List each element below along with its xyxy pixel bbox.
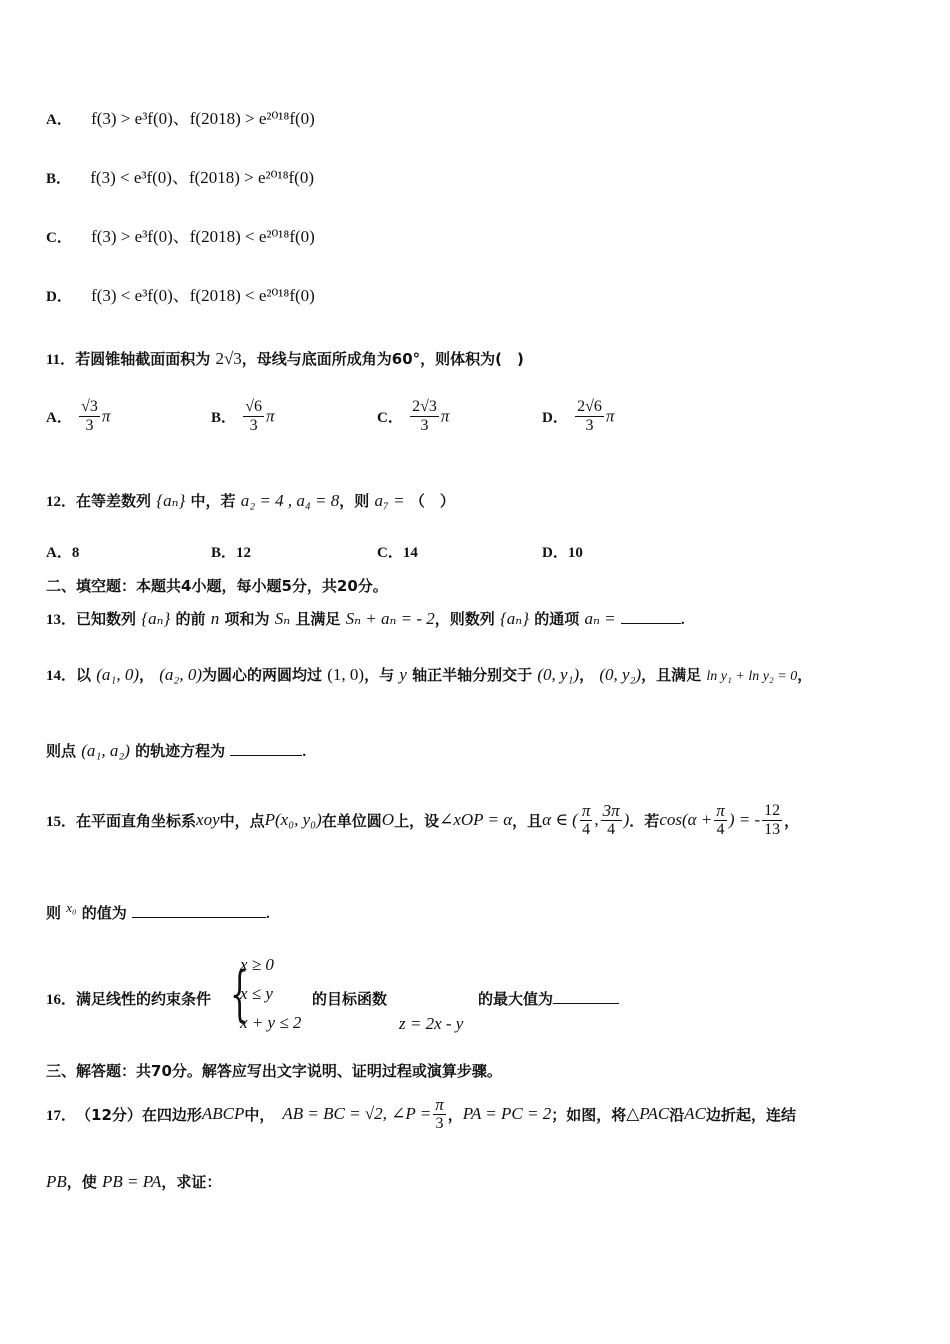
q15-stem: 15． 在平面直角坐标系 xoy 中，点 P(x₀, y₀) 在单位圆 O 上，设 ∠xOP = α ，且 α ∈ ( $\frac{\pi}{4}$ , $\frac{3\pi}{4}$ ) ．若 cos(α + $\frac{\pi}{4}$ ) = - $\frac{12}{13}$ ， xyxy=(46,800,800,838)
q15-line-2: 则 x₀ 的值为 . xyxy=(46,900,270,922)
q12-option-c: C．14 xyxy=(377,545,418,561)
q14-line-2: 则点 (a₁, a₂) 的轨迹方程为 . xyxy=(46,741,307,760)
q12-option-b: B．12 xyxy=(211,545,252,561)
q11-stem: 11．若圆锥轴截面面积为 2√3，母线与底面所成角为60°，则体积为( ) xyxy=(46,349,524,368)
q11-option-a: A． $\frac{√3}{3}$ π xyxy=(46,398,111,434)
q17-line-2: PB，使 PB = PA，求证： xyxy=(46,1172,222,1191)
q12-option-a: A．8 xyxy=(46,545,80,561)
q12-option-d: D．10 xyxy=(542,545,583,561)
q15-answer-blank xyxy=(132,903,266,918)
exam-page: A． f(3) > e³f(0)、f(2018) > e²⁰¹⁸f(0) B． f(3) < e³f(0)、f(2018) > e²⁰¹⁸f(0) C． f(3) > e³f(0)、f(2018) < e²⁰¹⁸f(0) D． f(3) < e³f(0)、f(2018) < e²⁰¹⁸f(0) 11．若圆锥轴截面面积为 2√3，母线与底面所成角为60°，则体积为( ) A． $\frac{√3}{3}$ π B． $\frac{√6}{3}$ π C． $\frac{2√3}{3}$ π D． $\frac{2√6}{3}$ π 12．在等差数列 {aₙ} 中，若 a₂ = 4 , a₄ = 8，则 a₇ = （ ） A．8 B．12 C．14 D．10 二、填空题：本题共4小题，每小题5分，共20分。 13．已知数列 {aₙ} 的前 n 项和为 Sₙ 且满足 Sₙ + aₙ = - 2，则数列 {aₙ} 的通项 aₙ = . 14．以 (a₁, 0)， (a₂, 0)为圆心的两圆均过 (1, 0)，与 y 轴正半轴分别交于 (0, y₁)， (0, y₂)，且满足 ln y₁ + ln y₂ = 0， 则点 (a₁, a₂) 的轨迹方程为 . 15． 在平面直角坐标系 xoy 中，点 P(x₀, y₀) 在单位圆 O 上，设 ∠xOP = α ，且 α ∈ ( $\frac{\pi}{4}$ , $\frac{3\pi}{4}$ ) ．若 cos(α + $\frac{\pi}{4}$ ) = - $\frac{12}{13}$ ， 则 x₀ 的值为 . 16．满足线性的约束条件 { x ≥ 0 x ≤ y x + y ≤ 2 的目标函数 z = 2x - y 的最大值为 三、解答题：共70分。解答应写出文字说明、证明过程或演算步骤。 17． （12分）在四边形 ABCP 中， AB = BC = √2, ∠P = $\frac{\pi}{3}$ ， PA = PC = 2 ；如图，将 △PAC 沿 AC 边折起，连结 PB，使 PB = PA，求证： xyxy=(0,0,950,1344)
q11-options xyxy=(46,398,906,448)
q10-option-b: B． f(3) < e³f(0)、f(2018) > e²⁰¹⁸f(0) xyxy=(46,168,314,187)
q16-answer-blank xyxy=(553,989,619,1004)
q11-option-d: D． $\frac{2√6}{3}$ π xyxy=(542,398,615,434)
q14-answer-blank xyxy=(230,741,302,756)
section-3-heading: 三、解答题：共70分。解答应写出文字说明、证明过程或演算步骤。 xyxy=(46,1062,502,1080)
q16-constraint-system: { x ≥ 0 x ≤ y x + y ≤ 2 xyxy=(230,955,302,1032)
q11-option-c: C． $\frac{2√3}{3}$ π xyxy=(377,398,450,434)
q10-option-a: A． f(3) > e³f(0)、f(2018) > e²⁰¹⁸f(0) xyxy=(46,109,315,128)
q17-stem: 17． （12分）在四边形 ABCP 中， AB = BC = √2, ∠P = $\frac{\pi}{3}$ ， PA = PC = 2 ；如图，将 △PAC 沿 AC 边折起，连结 xyxy=(46,1094,796,1132)
q13-stem: 13．已知数列 {aₙ} 的前 n 项和为 Sₙ 且满足 Sₙ + aₙ = - 2，则数列 {aₙ} 的通项 aₙ = . xyxy=(46,609,685,628)
q11-option-b: B． $\frac{√6}{3}$ π xyxy=(211,398,275,434)
q14-stem: 14．以 (a₁, 0)， (a₂, 0)为圆心的两圆均过 (1, 0)，与 y 轴正半轴分别交于 (0, y₁)， (0, y₂)，且满足 ln y₁ + ln y₂ = 0， xyxy=(46,665,813,684)
q13-answer-blank xyxy=(621,609,681,624)
q10-option-d: D． f(3) < e³f(0)、f(2018) < e²⁰¹⁸f(0) xyxy=(46,286,315,305)
section-2-heading: 二、填空题：本题共4小题，每小题5分，共20分。 xyxy=(46,577,388,595)
q12-stem: 12．在等差数列 {aₙ} 中，若 a₂ = 4 , a₄ = 8，则 a₇ = （ ） xyxy=(46,491,455,510)
q12-options xyxy=(46,541,906,561)
q10-option-c: C． f(3) > e³f(0)、f(2018) < e²⁰¹⁸f(0) xyxy=(46,227,315,246)
